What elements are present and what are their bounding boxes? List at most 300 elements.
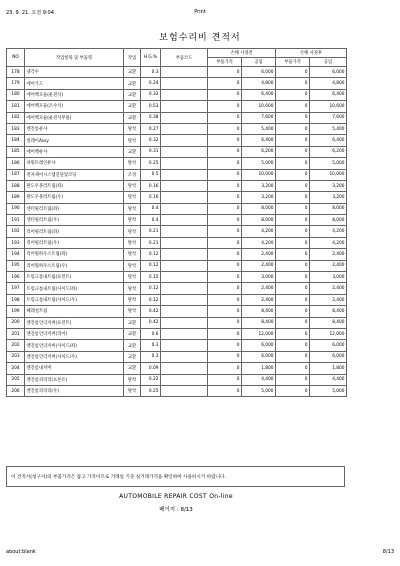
cell-hours: 0.3 [141,67,161,78]
cell-work: 탈착 [124,260,141,271]
table-row [7,226,347,237]
cell-before-labor: 6,000 [242,351,276,362]
cell-before-labor: 3,200 [242,192,276,203]
cell-no: 192 [7,226,25,237]
cell-after-parts: 0 [276,385,310,396]
cell-no: 193 [7,237,25,248]
cell-after-labor: 8,000 [310,203,347,214]
cell-work: 탈착 [124,272,141,283]
cell-work: 탈착 [124,203,141,214]
cell-before-parts: 0 [208,374,242,385]
cell-no: 181 [7,101,25,112]
cell-after-parts: 0 [276,340,310,351]
table-row [7,135,347,146]
cell-before-parts: 0 [208,328,242,339]
cell-after-parts: 0 [276,158,310,169]
cell-hours: 0.25 [141,158,161,169]
cell-code [161,374,208,385]
cell-before-parts: 0 [208,385,242,396]
cell-hours: 0.5 [141,169,161,180]
cell-code [161,272,208,283]
cell-before-labor: 5,000 [242,158,276,169]
cell-hours: 0.31 [141,146,161,157]
table-row [7,215,347,226]
cell-no: 182 [7,112,25,123]
cell-hours: 0.12 [141,249,161,260]
cell-hours: 0.38 [141,112,161,123]
cell-work: 탈착 [124,192,141,203]
cell-before-labor: 2,400 [242,283,276,294]
cell-item: 에어가드 [25,78,124,89]
cell-before-labor: 5,400 [242,123,276,134]
cell-after-parts: 0 [276,112,310,123]
cell-work: 탈착 [124,123,141,134]
cell-no: 184 [7,135,25,146]
cell-code [161,340,208,351]
cell-after-parts: 0 [276,123,310,134]
table-row [7,260,347,271]
cell-code [161,67,208,78]
cell-hours: 0.6 [141,328,161,339]
cell-item: 에어백모듈(운전석무릎) [25,112,124,123]
table-row [7,180,347,191]
table-row [7,169,347,180]
table-row [7,101,347,112]
cell-before-labor: 4,400 [242,374,276,385]
cell-hours: 0.3 [141,351,161,362]
cell-before-labor: 10,600 [242,101,276,112]
print-url: about:blank [6,549,36,555]
cell-item: 에어백퓨샤 [25,146,124,157]
cell-after-labor: 4,200 [310,237,347,248]
document-title: 보험수리비 견적서 [159,33,241,43]
cell-work: 탈착 [124,135,141,146]
cell-before-labor: 2,400 [242,249,276,260]
cell-before-parts: 0 [208,215,242,226]
cell-code [161,306,208,317]
cell-before-parts: 0 [208,294,242,305]
cell-before-parts: 0 [208,123,242,134]
cell-before-parts: 0 [208,169,242,180]
cell-before-labor: 8,000 [242,203,276,214]
table-row [7,158,347,169]
cell-item: 에어백모듈(조수석) [25,101,124,112]
cell-hours: 0.12 [141,260,161,271]
cell-work: 교환 [124,328,141,339]
cell-before-labor: 4,200 [242,226,276,237]
cell-item: 리어필러트림(우) [25,237,124,248]
table-row [7,328,347,339]
cell-after-labor: 5,000 [310,158,347,169]
cell-item: 센터필러트림(좌) [25,203,124,214]
cell-before-labor: 2,400 [242,260,276,271]
cell-code [161,215,208,226]
cell-code [161,169,208,180]
cell-before-parts: 0 [208,306,242,317]
table-row [7,351,347,362]
cell-after-parts: 0 [276,67,310,78]
cell-before-parts: 0 [208,363,242,374]
cell-before-parts: 0 [208,112,242,123]
cell-before-labor: 10,000 [242,169,276,180]
cell-after-parts: 0 [276,169,310,180]
cell-before-parts: 0 [208,101,242,112]
col-work: 작업 [124,49,141,67]
table-row [7,67,347,78]
cell-after-labor: 1,800 [310,363,347,374]
cell-no: 200 [7,317,25,328]
cell-no: 198 [7,294,25,305]
table-row [7,385,347,396]
cell-after-labor: 6,000 [310,67,347,78]
cell-code [161,237,208,248]
table-row [7,317,347,328]
cell-after-labor: 4,200 [310,226,347,237]
cell-before-labor: 5,000 [242,385,276,396]
cell-item: 엔진룸내커버 [25,363,124,374]
cell-before-labor: 3,200 [242,180,276,191]
col-item: 작업항목 및 부품명 [25,49,124,67]
table-row [7,340,347,351]
cell-work: 교환 [124,112,141,123]
cell-after-labor: 3,200 [310,192,347,203]
cell-item: 냉각수 [25,67,124,78]
cell-after-labor: 10,600 [310,101,347,112]
cell-code [161,135,208,146]
cell-before-labor: 12,000 [242,328,276,339]
cell-work: 탈착 [124,226,141,237]
cell-after-parts: 0 [276,260,310,271]
table-row [7,146,347,157]
cell-work: 탈착 [124,249,141,260]
cell-no: 199 [7,306,25,317]
cell-after-labor: 4,800 [310,78,347,89]
cell-after-parts: 0 [276,374,310,385]
cell-code [161,146,208,157]
table-row [7,89,347,100]
cell-item: 리어휠하우스트림(우) [25,260,124,271]
cell-after-parts: 0 [276,146,310,157]
cell-hours: 0.53 [141,101,161,112]
cell-after-parts: 0 [276,351,310,362]
price-notice: 이 견적서(청구서)의 부품가격은 참고 가격이므로 거래일 기준 실거래가격을 확인하여 사용하시기 바랍니다. [6,466,345,487]
cell-after-labor: 7,600 [310,112,347,123]
cell-code [161,123,208,134]
estimate-table [6,48,347,397]
cell-after-labor: 8,000 [310,215,347,226]
cell-code [161,101,208,112]
col-code: 부품코드 [161,49,208,67]
cell-after-labor: 6,400 [310,89,347,100]
cell-item: 엔진룸퓨샤 [25,123,124,134]
table-row [7,192,347,203]
cell-item: 트렁크룸내트림(프런트) [25,272,124,283]
cell-before-labor: 3,000 [242,272,276,283]
cell-work: 탈착 [124,374,141,385]
cell-no: 185 [7,146,25,157]
table-row [7,249,347,260]
cell-work: 교환 [124,67,141,78]
cell-before-parts: 0 [208,203,242,214]
cell-item: 엔진룸언더커버(리어) [25,328,124,339]
cell-code [161,78,208,89]
cell-after-labor: 3,000 [310,272,347,283]
cell-after-labor: 6,000 [310,351,347,362]
table-row [7,272,347,283]
cell-no: 206 [7,385,25,396]
cell-no: 189 [7,192,25,203]
cell-no: 202 [7,340,25,351]
cell-no: 196 [7,272,25,283]
table-header-row-1 [7,49,347,58]
cell-after-parts: 0 [276,203,310,214]
table-row [7,112,347,123]
cell-work: 교환 [124,317,141,328]
system-name: AUTOMOBILE REPAIR COST On-line [119,493,233,500]
cell-work: 조정 [124,169,141,180]
print-datetime: 23. 9. 21. 오전 9:04 [6,10,54,16]
cell-no: 201 [7,328,25,339]
cell-before-labor: 7,600 [242,112,276,123]
cell-before-parts: 0 [208,78,242,89]
cell-after-labor: 4,400 [310,374,347,385]
cell-after-parts: 0 [276,328,310,339]
cell-item: 파워트레인퓨샤 [25,158,124,169]
print-page-counter: 8/13 [382,549,394,555]
cell-before-parts: 0 [208,351,242,362]
col-after-parts: 부품가격 [276,58,310,67]
cell-item: 리어필러트림(좌) [25,226,124,237]
cell-code [161,249,208,260]
cell-after-parts: 0 [276,215,310,226]
cell-after-labor: 2,400 [310,260,347,271]
cell-after-labor: 3,200 [310,180,347,191]
cell-work: 탈착 [124,306,141,317]
cell-code [161,294,208,305]
cell-before-labor: 1,800 [242,363,276,374]
table-row [7,237,347,248]
cell-hours: 0.12 [141,294,161,305]
cell-before-labor: 8,000 [242,215,276,226]
cell-hours: 0.12 [141,283,161,294]
cell-hours: 0.09 [141,363,161,374]
cell-no: 178 [7,67,25,78]
cell-hours: 0.42 [141,306,161,317]
cell-before-parts: 0 [208,237,242,248]
cell-before-parts: 0 [208,89,242,100]
cell-code [161,192,208,203]
cell-after-parts: 0 [276,101,310,112]
cell-item: 엔진룸퍼리리(우) [25,385,124,396]
cell-before-parts: 0 [208,283,242,294]
cell-item: 엔진룸언더커버(사이드/우) [25,351,124,362]
cell-item: 판도우몰러트림(우) [25,192,124,203]
cell-after-labor: 5,400 [310,123,347,134]
cell-hours: 0.42 [141,317,161,328]
cell-after-parts: 0 [276,135,310,146]
cell-before-parts: 0 [208,180,242,191]
cell-work: 탈착 [124,385,141,396]
col-before-labor: 공임 [242,58,276,67]
cell-no: 180 [7,89,25,100]
cell-before-labor: 8,400 [242,306,276,317]
table-row [7,306,347,317]
table-row [7,203,347,214]
table-row [7,374,347,385]
col-before-group: 손해 사정전 [208,49,276,58]
cell-before-parts: 0 [208,226,242,237]
cell-code [161,203,208,214]
cell-after-parts: 0 [276,180,310,191]
cell-before-parts: 0 [208,340,242,351]
cell-after-parts: 0 [276,192,310,203]
cell-code [161,351,208,362]
cell-hours: 0.27 [141,123,161,134]
cell-after-labor: 5,000 [310,385,347,396]
cell-before-parts: 0 [208,249,242,260]
cell-code [161,180,208,191]
cell-after-parts: 0 [276,306,310,317]
cell-no: 179 [7,78,25,89]
cell-no: 186 [7,158,25,169]
cell-work: 교환 [124,78,141,89]
cell-no: 197 [7,283,25,294]
table-row [7,283,347,294]
cell-after-labor: 6,400 [310,135,347,146]
cell-item: 엔진룸언더커버(사이드/좌) [25,340,124,351]
cell-no: 203 [7,351,25,362]
cell-item: 엔진룸언더커버(프런트) [25,317,124,328]
table-row [7,294,347,305]
cell-hours: 0.4 [141,203,161,214]
cell-after-labor: 2,400 [310,283,347,294]
col-hours: H.G.% [141,49,161,67]
cell-after-parts: 0 [276,294,310,305]
cell-code [161,328,208,339]
cell-after-labor: 6,200 [310,146,347,157]
cell-no: 205 [7,374,25,385]
cell-after-labor: 2,400 [310,294,347,305]
cell-before-parts: 0 [208,317,242,328]
cell-after-labor: 12,000 [310,328,347,339]
cell-before-labor: 8,400 [242,317,276,328]
table-row [7,363,347,374]
cell-after-labor: 8,400 [310,317,347,328]
col-after-group: 손해 사정후 [276,49,347,58]
cell-hours: 0.22 [141,374,161,385]
print-tab-title: Print [194,9,206,15]
cell-after-parts: 0 [276,226,310,237]
cell-no: 187 [7,169,25,180]
cell-before-labor: 2,400 [242,294,276,305]
cell-work: 탈착 [124,158,141,169]
cell-no: 190 [7,203,25,214]
cell-hours: 0.32 [141,135,161,146]
cell-before-parts: 0 [208,272,242,283]
cell-item: 전자제어시스템진단및코딩 [25,169,124,180]
cell-no: 204 [7,363,25,374]
cell-work: 탈착 [124,294,141,305]
cell-hours: 0.21 [141,226,161,237]
cell-item: 헤레설트림 [25,306,124,317]
cell-before-parts: 0 [208,260,242,271]
cell-code [161,89,208,100]
cell-hours: 0.4 [141,215,161,226]
cell-before-labor: 4,200 [242,237,276,248]
cell-before-parts: 0 [208,146,242,157]
cell-hours: 0.32 [141,89,161,100]
cell-no: 194 [7,249,25,260]
cell-work: 교환 [124,351,141,362]
cell-hours: 0.16 [141,192,161,203]
page-indicator: 페이지 : 8/13 [159,507,193,513]
cell-no: 188 [7,180,25,191]
cell-work: 교환 [124,101,141,112]
cell-after-parts: 0 [276,317,310,328]
cell-after-parts: 0 [276,249,310,260]
cell-code [161,317,208,328]
cell-before-labor: 4,800 [242,78,276,89]
cell-code [161,363,208,374]
cell-before-parts: 0 [208,135,242,146]
cell-work: 교환 [124,363,141,374]
cell-after-labor: 8,400 [310,306,347,317]
table-row [7,78,347,89]
cell-before-labor: 6,400 [242,135,276,146]
cell-item: 트렁크룸내트림(사이드/우) [25,294,124,305]
cell-code [161,158,208,169]
cell-code [161,260,208,271]
cell-work: 탈착 [124,237,141,248]
cell-work: 탈착 [124,215,141,226]
cell-hours: 0.16 [141,180,161,191]
cell-work: 교환 [124,89,141,100]
cell-work: 교환 [124,340,141,351]
cell-work: 탈착 [124,180,141,191]
cell-hours: 0.3 [141,340,161,351]
cell-work: 탈착 [124,283,141,294]
cell-hours: 0.21 [141,237,161,248]
cell-hours: 0.24 [141,78,161,89]
cell-before-parts: 0 [208,158,242,169]
cell-before-labor: 6,200 [242,146,276,157]
cell-item: 엔진룸퍼리리(프론트) [25,374,124,385]
cell-item: 센터필러트림(우) [25,215,124,226]
table-row [7,123,347,134]
cell-after-parts: 0 [276,78,310,89]
col-after-labor: 공임 [310,58,347,67]
cell-after-parts: 0 [276,89,310,100]
cell-before-labor: 6,000 [242,340,276,351]
cell-after-labor: 10,000 [310,169,347,180]
cell-hours: 0.15 [141,272,161,283]
col-before-parts: 부품가격 [208,58,242,67]
cell-code [161,385,208,396]
cell-before-labor: 6,000 [242,67,276,78]
cell-item: 에어백모듈(운전석) [25,89,124,100]
cell-item: 트렁크룸내트림(사이드/좌) [25,283,124,294]
cell-code [161,112,208,123]
cell-work: 교환 [124,146,141,157]
cell-code [161,283,208,294]
cell-after-parts: 0 [276,272,310,283]
cell-after-labor: 6,000 [310,340,347,351]
cell-after-labor: 2,400 [310,249,347,260]
col-no: NO [7,49,25,67]
cell-before-labor: 6,400 [242,89,276,100]
cell-before-parts: 0 [208,192,242,203]
cell-item: 릴레이Assy [25,135,124,146]
